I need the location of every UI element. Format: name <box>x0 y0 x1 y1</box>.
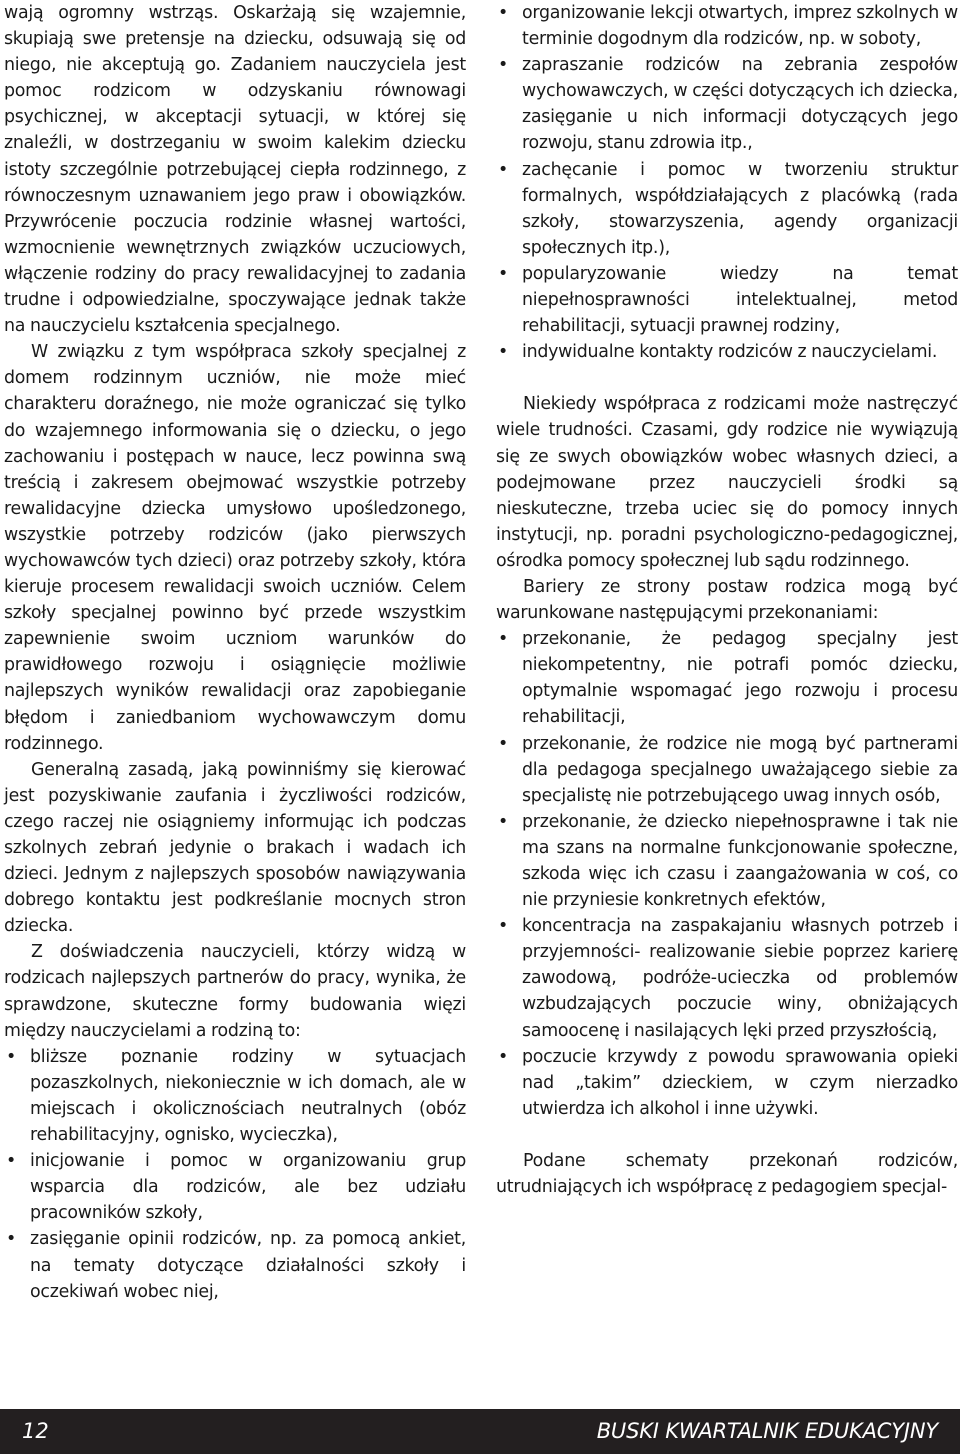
paragraph-difficulties: Niekiedy współpraca z rodzicami może nastręczyć wiele trudności. Czasami, gdy rodzice nie wywiązują się ze swych obowiązków wobec własnych dzieci, a podejmowane przez nauczycieli środki są nieskuteczne, trzeba uciec się do pomocy innych instytucji, np. poradni psychologiczno-pedagogicznej, ośrodka pomocy społecznej lub sądu rodzinnego. <box>496 394 958 571</box>
bullet-list-forms-continued <box>496 0 958 365</box>
page-footer <box>0 1409 960 1454</box>
paragraph-schemes: Podane schematy przekonań rodziców, utrudniających ich współpracę z pedagogiem specjal- <box>496 1150 958 1198</box>
paragraph-cooperation: W związku z tym współpraca szkoły specjalnej z domem rodzinnym uczniów, nie może mieć charakteru doraźnego, nie może ograniczać się tylko do wzajemnego informowania się o dziecku, o jego zachowaniu i postępach w nauce, lecz powinna swą treścią i zakresem obejmować wszystkie potrzeby rewalidacyjne dziecka umysłowo upośledzonego, wszystkie potrzeby rodziców (jako pierwszych wychowawców tych dzieci) oraz potrzeby szkoły, która kieruje procesem rewalidacji swoich uczniów. Celem szkoły specjalnej powinno być przede wszystkim zapewnienie swoim uczniom warunków do prawidłowego rozwoju i osiągnięcie możliwie najlepszych wyników rewalidacji oraz zapobieganie błędom i zaniedbaniom wychowawczym domu rodzinnego. <box>4 342 466 754</box>
paragraph-continued: wają ogromny wstrząs. Oskarżają się wzajemnie, skupiają swe pretensje na dziecku, odsuwają się od niego, nie akceptują go. Zadaniem nauczyciela jest pomoc rodzicom w odzyskaniu równowagi psychicznej, w akceptacji sytuacji, w której się znaleźli, w dostrzeganiu w swoim kalekim dziecku istoty szczególnie potrzebującej ciepła rodzinnego, z równoczesnym uznawaniem jego praw i obowiązków. Przywrócenie poczucia rodzinie własnej wartości, wzmocnienie wewnętrznych związków uczuciowych, włączenie rodziny do pracy rewalidacyjnej to zadania trudne i odpowiedzialne, spoczywające jednak także na nauczycielu kształcenia specjalnego. <box>4 3 466 337</box>
paragraph-barriers: Bariery ze strony postaw rodzica mogą być warunkowane następującymi przekonaniami: <box>496 576 958 624</box>
list-item: • bliższe poznanie rodziny w sytuacjach pozaszkolnych, niekoniecznie w ich domach, ale w miejscach i okolicznościach neutralnych (obóz rehabilitacyjny, ognisko, wycieczka), <box>4 1044 466 1148</box>
right-column <box>496 0 958 1200</box>
list-item: • przekonanie, że pedagog specjalny jest niekompetentny, nie potrafi pomóc dziecku, optymalnie wspomagać jego rozwoju i procesu rehabilitacji, <box>496 626 958 730</box>
paragraph-teacher-experience: Z doświadczenia nauczycieli, którzy widzą w rodzicach najlepszych partnerów do pracy, wynika, że sprawdzone, skuteczne formy budowania więzi między nauczycielami a rodziną to: <box>4 942 466 1041</box>
list-item: • koncentracja na zaspakajaniu własnych potrzeb i przyjemności- realizowanie siebie poprzez karierę zawodową, podróże-ucieczka od problemów wzbudzających poczucie winy, obniżających samoocenę i nasilających lęki przed przyszłością, <box>496 913 958 1043</box>
list-item: • inicjowanie i pomoc w organizowaniu grup wsparcia dla rodziców, ale bez udziału pracowników szkoły, <box>4 1148 466 1226</box>
list-item: • poczucie krzywdy z powodu sprawowania opieki nad „takim” dzieckiem, w czym nierzadko utwierdza ich alkohol i inne używki. <box>496 1044 958 1122</box>
paragraph-general-rule: Generalną zasadą, jaką powinniśmy się kierować jest pozyskiwanie zaufania i życzliwości rodziców, czego raczej nie osiągniemy informując ich podczas szkolnych zebrań jedynie o brakach i wadach ich dzieci. Jednym z najlepszych sposobów nawiązywania dobrego kontaktu jest podkreślanie mocnych stron dziecka. <box>4 759 466 937</box>
page-number: 12 <box>22 1419 49 1443</box>
list-item: • przekonanie, że dziecko niepełnosprawne i tak nie ma szans na normalne funkcjonowanie społeczne, szkoda więc ich czasu i zaangażowania w coś, co nie przyniesie konkretnych efektów, <box>496 809 958 913</box>
list-item: • przekonanie, że rodzice nie mogą być partnerami dla pedagoga specjalnego uważającego siebie za specjalistę nie potrzebującego uwag innych osób, <box>496 731 958 809</box>
list-item: • popularyzowanie wiedzy na temat niepełnosprawności intelektualnej, metod rehabilitacji, sytuacji prawnej rodziny, <box>496 261 958 339</box>
list-item: • zachęcanie i pomoc w tworzeniu struktur formalnych, współdziałających z placówką (rada szkoły, stowarzyszenia, agendy organizacji społecznych itp.), <box>496 157 958 261</box>
list-item: • indywidualne kontakty rodziców z nauczycielami. <box>496 339 958 365</box>
left-column <box>4 0 466 1305</box>
list-item: • organizowanie lekcji otwartych, imprez szkolnych w terminie dogodnym dla rodziców, np. w soboty, <box>496 0 958 52</box>
journal-title: BUSKI KWARTALNIK EDUKACYJNY <box>596 1419 938 1443</box>
list-item: • zapraszanie rodziców na zebrania zespołów wychowawczych, w części dotyczących ich dziecka, zasięganie u nich informacji dotyczących jego rozwoju, stanu zdrowia itp., <box>496 52 958 156</box>
list-item: • zasięganie opinii rodziców, np. za pomocą ankiet, na tematy dotyczące działalności szkoły i oczekiwań wobec niej, <box>4 1226 466 1304</box>
bullet-list-barriers <box>496 626 958 1122</box>
bullet-list-forms <box>4 1044 466 1305</box>
